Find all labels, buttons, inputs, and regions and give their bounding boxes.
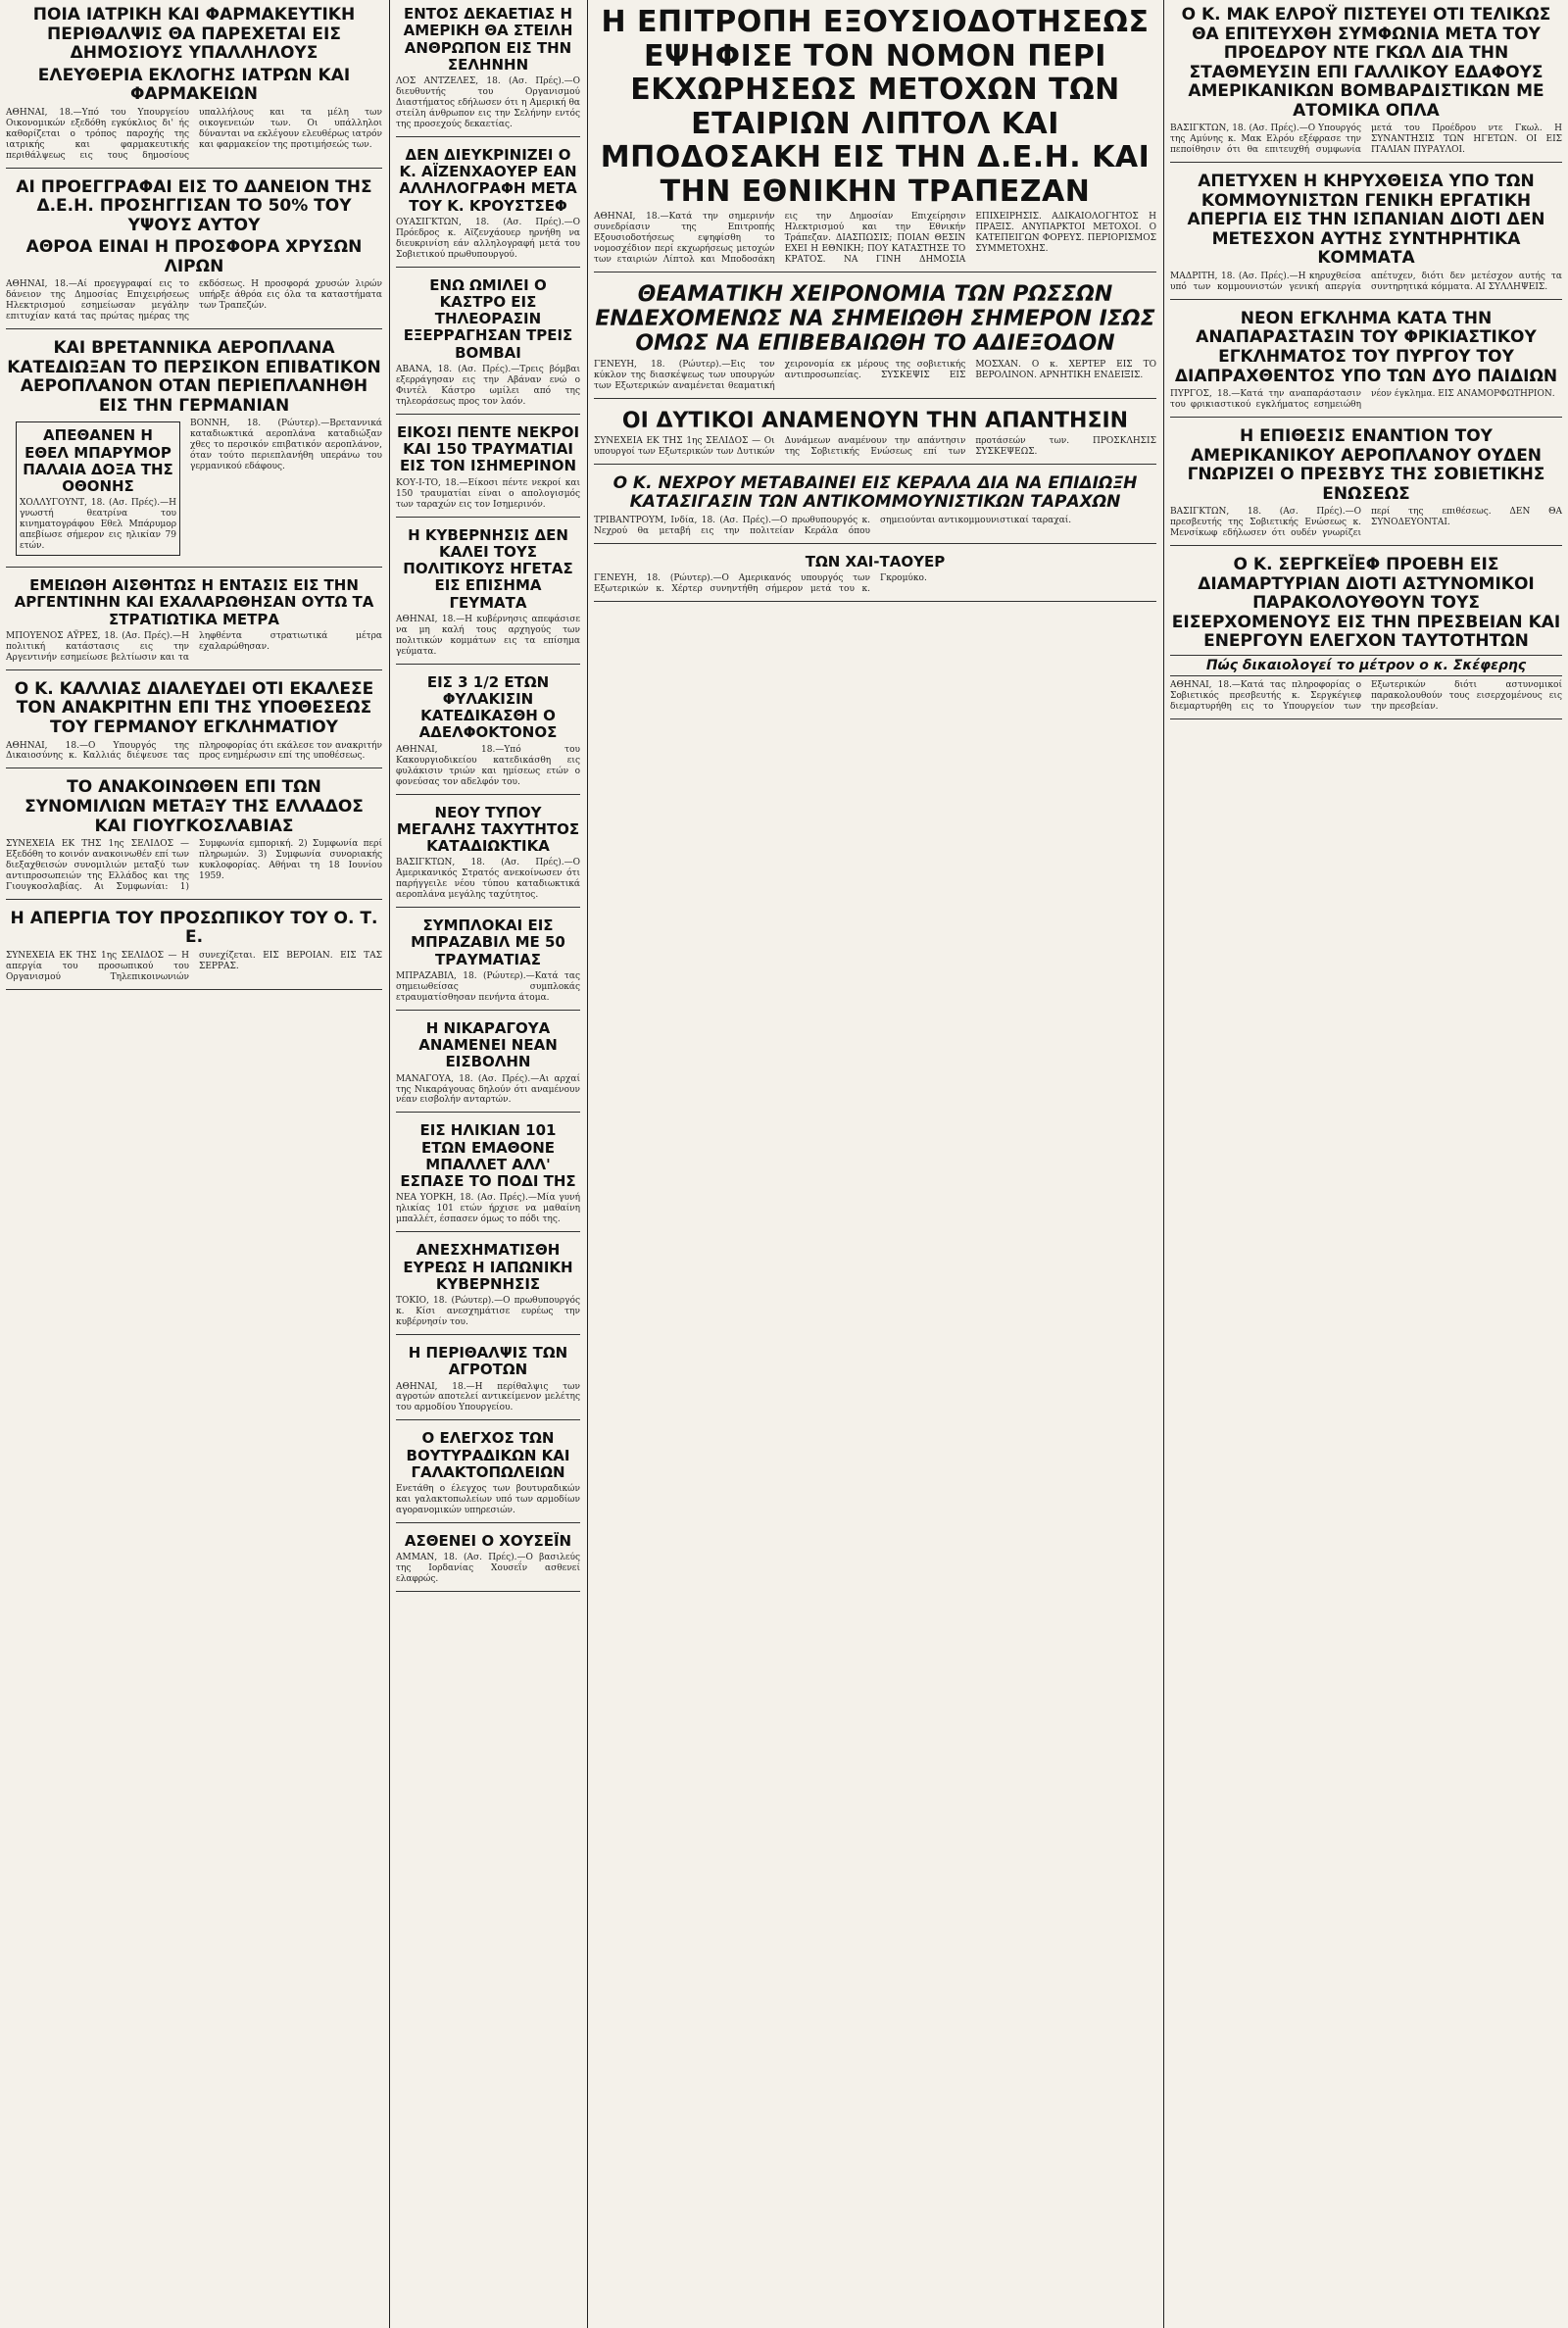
article-body: ΠΥΡΓΟΣ, 18.—Κατά την αναπαράστασιν του φρικιαστικού εγκλήματος εσημειώθη νέον έγκλημα. ΕΙΣ ΑΝΑΜΟΡΦΩΤΗΡΙΟΝ. <box>1170 389 1555 411</box>
headline: ΑΠΕΘΑΝΕΝ Η ΕΘΕΛ ΜΠΑΡΥΜΟΡ ΠΑΛΑΙΑ ΔΟΞΑ ΤΗΣ ΟΘΟΝΗΣ <box>23 426 173 496</box>
headline: ΕΜΕΙΩΘΗ ΑΙΣΘΗΤΩΣ Η ΕΝΤΑΣΙΣ ΕΙΣ ΤΗΝ ΑΡΓΕΝΤΙΝΗΝ ΚΑΙ ΕΧΑΛΑΡΩΘΗΣΑΝ ΟΥΤΩ ΤΑ ΣΤΡΑΤΙΩΤΙΚΑ ΜΕΤΡΑ <box>14 576 374 628</box>
article-body: ΑΘΗΝΑΙ, 18.—Υπό του Υπουργείου Οικονομικών εξεδόθη εγκύκλιος δι' ής καθορίζεται ο τρόπος παροχής της ιατρικής και φαρμακευτικής περιθάλψεως εις τους δημοσίους υπαλλήλους και τα μέλη των οικογενειών των. Οι υπάλληλοι δύνανται να εκλέγουν ελευθέρως ιατρόν και φαρμακείον της προτιμήσεώς των. <box>6 107 382 161</box>
headline: ΤΟ ΑΝΑΚΟΙΝΩΘΕΝ ΕΠΙ ΤΩΝ ΣΥΝΟΜΙΛΙΩΝ ΜΕΤΑΞΥ ΤΗΣ ΕΛΛΑΔΟΣ ΚΑΙ ΓΙΟΥΓΚΟΣΛΑΒΙΑΣ <box>24 777 364 836</box>
article-body: Ενετάθη ο έλεγχος των βουτυραδικών και γαλακτοπωλείων υπό των αρμοδίων αγορανομικών υπηρεσιών. <box>396 1484 580 1516</box>
column-2 <box>390 0 586 2328</box>
article-fratricide <box>396 674 580 795</box>
article-japan <box>396 1242 580 1335</box>
headline: ΕΙΣ ΗΛΙΚΙΑΝ 101 ΕΤΩΝ ΕΜΑΘΟΝΕ ΜΠΑΛΛΕΤ ΑΛΛ' ΕΣΠΑΣΕ ΤΟ ΠΟΔΙ ΤΗΣ <box>400 1121 576 1191</box>
article-dairy <box>396 1430 580 1523</box>
boxed-article-barrymore <box>16 421 180 556</box>
article-spain-strike <box>1170 173 1562 300</box>
article-body: ΣΥΝΕΧΕΙΑ ΕΚ ΤΗΣ 1ης ΣΕΛΙΔΟΣ — Εξεδόθη το κοινόν ανακοινωθέν επί των διεξαχθεισών συνομιλιών μεταξύ των αντιπροσωπειών της Ελλάδος και της Γιουγκοσλαβίας. Αι Συμφωνίαι: 1) Συμφωνία εμπορική. 2) Συμφωνία περί πληρωμών. 3) Συμφωνία συνοριακής κυκλοφορίας. Αθήναι τη 18 Ιουνίου 1959. <box>6 839 382 892</box>
article-body: ΒΑΣΙΓΚΤΩΝ, 18. (Ασ. Πρές).—Ο πρεσβευτής της Σοβιετικής Ενώσεως κ. Μενσίκωφ εδήλωσεν ότι ουδέν γνωρίζει περί της επιθέσεως. ΔΕΝ ΘΑ ΣΥΝΟΔΕΥΟΝΤΑΙ. <box>1170 507 1562 539</box>
headline: Ο Κ. ΚΑΛΛΙΑΣ ΔΙΑΛΕΥΔΕΙ ΟΤΙ ΕΚΑΛΕΣΕ ΤΟΝ ΑΝΑΚΡΙΤΗΝ ΕΠΙ ΤΗΣ ΥΠΟΘΕΣΕΩΣ ΤΟΥ ΓΕΡΜΑΝΟΥ ΕΓΚΛΗΜΑΤΙΟΥ <box>14 678 374 737</box>
headline: ΣΥΜΠΛΟΚΑΙ ΕΙΣ ΜΠΡΑΖΑΒΙΛ ΜΕ 50 ΤΡΑΥΜΑΤΙΑΣ <box>411 916 565 968</box>
article-body: ΑΘΗΝΑΙ, 18.—Αί προεγγραφαί εις το δάνειον της Δημοσίας Επιχειρήσεως Ηλεκτρισμού εσημείωσαν μεγάλην επιτυχίαν κατά τας πρώτας ημέρας της εκδόσεως. Η προσφορά χρυσών λιρών υπήρξε άθρόα εις όλα τα καταστήματα των Τραπεζών. <box>6 279 382 322</box>
headline: Η ΠΕΡΙΘΑΛΨΙΣ ΤΩΝ ΑΓΡΟΤΩΝ <box>408 1344 568 1379</box>
article-moon <box>396 6 580 137</box>
headline: ΕΝΩ ΩΜΙΛΕΙ Ο ΚΑΣΤΡΟ ΕΙΣ ΤΗΛΕΟΡΑΣΙΝ ΕΞΕΡΡΑΓΗΣΑΝ ΤΡΕΙΣ ΒΟΜΒΑΙ <box>403 275 573 362</box>
headline: Η ΕΠΙΤΡΟΠΗ ΕΞΟΥΣΙΟΔΟΤΗΣΕΩΣ ΕΨΗΦΙΣΕ ΤΟΝ ΝΟΜΟΝ ΠΕΡΙ ΕΚΧΩΡΗΣΕΩΣ ΜΕΤΟΧΩΝ ΤΩΝ ΕΤΑΙΡΙΩΝ ΛΙΠΤΟΛ ΚΑΙ ΜΠΟΔΟΣΑΚΗ ΕΙΣ ΤΗΝ Δ.Ε.Η. ΚΑΙ ΤΗΝ ΕΘΝΙΚΗΝ ΤΡΑΠΕΖΑΝ <box>600 5 1151 209</box>
article-westerners <box>594 409 1156 465</box>
article-nicaragua <box>396 1020 580 1114</box>
subheadline: ΕΛΕΥΘΕΡΙΑ ΕΚΛΟΓΗΣ ΙΑΤΡΩΝ ΚΑΙ ΦΑΡΜΑΚΕΙΩΝ <box>37 65 351 105</box>
article-ballet <box>396 1122 580 1232</box>
article-dei-loan <box>6 178 382 330</box>
headline: ΤΩΝ ΧΑΙ-ΤΑΟΥΕΡ <box>805 552 946 570</box>
article-nehru <box>594 474 1156 544</box>
headline: Ο Κ. ΝΕΧΡΟΥ ΜΕΤΑΒΑΙΝΕΙ ΕΙΣ ΚΕΡΑΛΑ ΔΙΑ ΝΑ ΕΠΙΔΙΩΞΗ ΚΑΤΑΣΙΓΑΣΙΝ ΤΩΝ ΑΝΤΙΚΟΜΜΟΥΝΙΣΤΙΚΩΝ ΤΑΡΑΧΩΝ <box>612 472 1138 513</box>
headline: ΘΕΑΜΑΤΙΚΗ ΧΕΙΡΟΝΟΜΙΑ ΤΩΝ ΡΩΣΣΩΝ ΕΝΔΕΧΟΜΕΝΩΣ ΝΑ ΣΗΜΕΙΩΘΗ ΣΗΜΕΡΟΝ ΙΣΩΣ ΟΜΩΣ ΝΑ ΕΠΙΒΕΒΑΙΩΘΗ ΤΟ ΑΔΙΕΞΟΔΟΝ <box>595 281 1155 357</box>
article-body: ΑΘΗΝΑΙ, 18.—Ο Υπουργός της Δικαιοσύνης κ. Καλλιάς διέψευσε τας πληροφορίας ότι εκάλεσε τον ανακριτήν προς ενημέρωσιν επί της υποθέσεως. <box>6 740 382 762</box>
subheadline: Πώς δικαιολογεί το μέτρον ο κ. Σκέφερης <box>1170 655 1562 676</box>
article-body: ΑΘΗΝΑΙ, 18.—Κατά τας πληροφορίας ο Σοβιετικός πρεσβευτής κ. Σεργκέγιεφ διεμαρτυρήθη εις το Υπουργείον των Εξωτερικών διότι αστυνομικοί παρακολουθούν τους εισερχομένους εις την πρεσβείαν. <box>1170 679 1562 712</box>
headline: ΝΕΟΥ ΤΥΠΟΥ ΜΕΓΑΛΗΣ ΤΑΧΥΤΗΤΟΣ ΚΑΤΑΔΙΩΚΤΙΚΑ <box>396 803 580 855</box>
article-body: ΒΟΝΝΗ, 18. (Ρώυτερ).—Βρεταννικά καταδιωκτικά αεροπλάνα καταδιώξαν χθες το περσικόν επιβατικόν αεροπλάνον, όταν τούτο περιεπλανήθη υπεράνω του γερμανικού εδάφους. <box>190 419 382 472</box>
subheadline: ΑΘΡΟΑ ΕΙΝΑΙ Η ΠΡΟΣΦΟΡΑ ΧΡΥΣΩΝ ΛΙΡΩΝ <box>25 237 363 276</box>
article-ote-strike <box>6 910 382 990</box>
article-russian-gesture <box>594 282 1156 399</box>
headline: Η ΕΠΙΘΕΣΙΣ ΕΝΑΝΤΙΟΝ ΤΟΥ ΑΜΕΡΙΚΑΝΙΚΟΥ ΑΕΡΟΠΛΑΝΟΥ ΟΥΔΕΝ ΓΝΩΡΙΖΕΙ Ο ΠΡΕΣΒΥΣ ΤΗΣ ΣΟΒΙΕΤΙΚΗΣ ΕΝΩΣΕΩΣ <box>1187 425 1545 504</box>
headline: ΚΑΙ ΒΡΕΤΑΝΝΙΚΑ ΑΕΡΟΠΛΑΝΑ ΚΑΤΕΔΙΩΞΑΝ ΤΟ ΠΕΡΣΙΚΟΝ ΕΠΙΒΑΤΙΚΟΝ ΑΕΡΟΠΛΑΝΟΝ ΟΤΑΝ ΠΕΡΙΕΠΛΑΝΗΘΗ ΕΙΣ ΤΗΝ ΓΕΡΜΑΝΙΑΝ <box>7 338 381 416</box>
article-body: ΑΘΗΝΑΙ, 18.—Η περίθαλψις των αγροτών αποτελεί αντικείμενον μελέτης του αρμοδίου Υπουργείου. <box>396 1381 580 1413</box>
article-body: ΜΠΟΥΕΝΟΣ ΑΫΡΕΣ, 18. (Ασ. Πρές).—Η πολιτική κατάστασις εις την Αργεντινήν εσημείωσε βελτίωσιν και τα ληφθέντα στρατιωτικά μέτρα εχαλαρώθησαν. <box>6 630 382 663</box>
column-3 <box>588 0 1162 2328</box>
headline: ΑΙ ΠΡΟΕΓΓΡΑΦΑΙ ΕΙΣ ΤΟ ΔΑΝΕΙΟΝ ΤΗΣ Δ.Ε.Η. ΠΡΟΣΗΓΓΙΣΑΝ ΤΟ 50% ΤΟΥ ΥΨΟΥΣ ΑΥΤΟΥ <box>16 176 372 235</box>
headline: Η ΑΠΕΡΓΙΑ ΤΟΥ ΠΡΟΣΩΠΙΚΟΥ ΤΟΥ Ο. Τ. Ε. <box>10 908 378 948</box>
headline: ΟΙ ΔΥΤΙΚΟΙ ΑΝΑΜΕΝΟΥΝ ΤΗΝ ΑΠΑΝΤΗΣΙΝ <box>621 408 1129 433</box>
article-body: ΛΟΣ ΑΝΤΖΕΛΕΣ, 18. (Ασ. Πρές).—Ο διευθυντής του Οργανισμού Διαστήματος εδήλωσεν ότι η Αμερική θα στείλη άνθρωπον εις την Σελήνην εντός της προσεχούς δεκαετίας. <box>396 76 580 129</box>
article-body: ΑΒΑΝΑ, 18. (Ασ. Πρές).—Τρεις βόμβαι εξερράγησαν εις την Αβάναν ενώ ο Φιντέλ Κάστρο ωμίλει από της τηλεοράσεως προς τον λαόν. <box>396 364 580 407</box>
article-farmers <box>396 1345 580 1420</box>
headline: Ο Κ. ΣΕΡΓΚΕΪΕΦ ΠΡΟΕΒΗ ΕΙΣ ΔΙΑΜΑΡΤΥΡΙΑΝ ΔΙΟΤΙ ΑΣΤΥΝΟΜΙΚΟΙ ΠΑΡΑΚΟΛΟΥΘΟΥΝ ΤΟΥΣ ΕΙΣΕΡΧΟΜΕΝΟΥΣ ΕΙΣ ΤΗΝ ΠΡΕΣΒΕΙΑΝ ΚΑΙ ΕΝΕΡΓΟΥΝ ΕΛΕΓΧΟΝ ΤΑΥΤΟΤΗΤΩΝ <box>1171 555 1561 652</box>
article-mcelroy <box>1170 6 1562 163</box>
article-brazzaville <box>396 917 580 1011</box>
headline: ΑΠΕΤΥΧΕΝ Η ΚΗΡΥΧΘΕΙΣΑ ΥΠΟ ΤΩΝ ΚΟΜΜΟΥΝΙΣΤΩΝ ΓΕΝΙΚΗ ΕΡΓΑΤΙΚΗ ΑΠΕΡΓΙΑ ΕΙΣ ΤΗΝ ΙΣΠΑΝΙΑΝ ΔΙΟΤΙ ΔΕΝ ΜΕΤΕΣΧΟΝ ΑΥΤΗΣ ΣΥΝΤΗΡΗΤΙΚΑ ΚΟΜΜΑΤΑ <box>1187 172 1545 269</box>
article-eisenhower <box>396 147 580 268</box>
article-body: ΟΥΑΣΙΓΚΤΩΝ, 18. (Ασ. Πρές).—Ο Πρόεδρος κ. Αϊζενχάουερ ηρνήθη να διευκρινίση εάν αλληλογραφή μετά του Σοβιετικού πρωθυπουργού. <box>396 217 580 260</box>
article-body: ΜΠΡΑΖΑΒΙΛ, 18. (Ρώυτερ).—Κατά τας σημειωθείσας συμπλοκάς ετραυματίσθησαν πενήντα άτομα. <box>396 970 580 1003</box>
article-body: ΝΕΑ ΥΟΡΚΗ, 18. (Ασ. Πρές).—Μία γυνή ηλικίας 101 ετών ήρχισε να μαθαίνη μπαλλέτ, έσπασεν όμως το πόδι της. <box>396 1193 580 1225</box>
article-body: ΣΥΝΕΧΕΙΑ ΕΚ ΤΗΣ 1ης ΣΕΛΙΔΟΣ — Οι υπουργοί των Εξωτερικών των Δυτικών Δυνάμεων αναμένουν την απάντησιν της Σοβιετικής Ενώσεως επί των προτάσεών των. ΠΡΟΣΚΛΗΣΙΣ ΣΥΣΚΕΨΕΩΣ. <box>594 435 1156 457</box>
article-liptol <box>594 6 1156 272</box>
headline: ΕΙΣ 3 1/2 ΕΤΩΝ ΦΥΛΑΚΙΣΙΝ ΚΑΤΕΔΙΚΑΣΘΗ Ο ΑΔΕΛΦΟΚΤΟΝΟΣ <box>418 672 558 742</box>
article-body: ΤΡΙΒΑΝΤΡΟΥΜ, Ινδία, 18. (Ασ. Πρές).—Ο πρωθυπουργός κ. Νεχρού θα μεταβή εις την πολιτείαν Κεράλα όπου σημειούνται αντικομμουνιστικαί ταραχαί. <box>594 515 1072 536</box>
headline: ΑΝΕΣΧΗΜΑΤΙΣΘΗ ΕΥΡΕΩΣ Η ΙΑΠΩΝΙΚΗ ΚΥΒΕΡΝΗΣΙΣ <box>403 1241 573 1293</box>
article-body: ΜΑΔΡΙΤΗ, 18. (Ασ. Πρές).—Η κηρυχθείσα υπό των κομμουνιστών γενική απεργία απέτυχεν, διότι δεν μετέσχον αυτής τα συντηρητικά κόμματα. ΑΙ ΣΥΛΛΗΨΕΙΣ. <box>1170 271 1562 292</box>
article-government-dinners <box>396 527 580 665</box>
article-body: ΜΑΝΑΓΟΥΑ, 18. (Ασ. Πρές).—Αι αρχαί της Νικαράγουας δηλούν ότι αναμένουν νέαν εισβολήν ανταρτών. <box>396 1073 580 1106</box>
headline: ΑΣΘΕΝΕΙ Ο ΧΟΥΣΕΪΝ <box>404 1532 572 1551</box>
headline: Ο Κ. ΜΑΚ ΕΛΡΟΫ ΠΙΣΤΕΥΕΙ ΟΤΙ ΤΕΛΙΚΩΣ ΘΑ ΕΠΙΤΕΥΧΘΗ ΣΥΜΦΩΝΙΑ ΜΕΤΑ ΤΟΥ ΠΡΟΕΔΡΟΥ ΝΤΕ ΓΚΩΛ ΔΙΑ ΤΗΝ ΣΤΑΘΜΕΥΣΙΝ ΕΠΙ ΓΑΛΛΙΚΟΥ ΕΔΑΦΟΥΣ ΑΜΕΡΙΚΑΝΙΚΩΝ ΒΟΜΒΑΡΔΙΣΤΙΚΩΝ ΜΕ ΑΤΟΜΙΚΑ ΟΠΛΑ <box>1181 5 1551 121</box>
article-fighters <box>396 805 580 909</box>
article-kallias <box>6 680 382 769</box>
headline: ΕΙΚΟΣΙ ΠΕΝΤΕ ΝΕΚΡΟΙ ΚΑΙ 150 ΤΡΑΥΜΑΤΙΑΙ ΕΙΣ ΤΟΝ ΙΣΗΜΕΡΙΝΟΝ <box>396 422 580 475</box>
headline: Η ΝΙΚΑΡΑΓΟΥΑ ΑΝΑΜΕΝΕΙ ΝΕΑΝ ΕΙΣΒΟΛΗΝ <box>418 1018 558 1071</box>
article-greece-yugoslavia <box>6 778 382 899</box>
column-1 <box>0 0 388 2328</box>
headline: ΝΕΟΝ ΕΓΚΛΗΜΑ ΚΑΤΑ ΤΗΝ ΑΝΑΠΑΡΑΣΤΑΣΙΝ ΤΟΥ ΦΡΙΚΙΑΣΤΙΚΟΥ ΕΓΚΛΗΜΑΤΟΣ ΤΟΥ ΠΥΡΓΟΥ ΤΟΥ ΔΙΑΠΡΑΧΘΕΝΤΟΣ ΥΠΟ ΤΩΝ ΔΥΟ ΠΑΙΔΙΩΝ <box>1174 308 1558 386</box>
article-pyrgos <box>1170 310 1562 418</box>
headline: Ο ΕΛΕΓΧΟΣ ΤΩΝ ΒΟΥΤΥΡΑΔΙΚΩΝ ΚΑΙ ΓΑΛΑΚΤΟΠΩΛΕΙΩΝ <box>406 1429 570 1481</box>
article-body: ΓΕΝΕΥΗ, 18. (Ρώυτερ).—Ο Αμερικανός υπουργός των Εξωτερικών κ. Χέρτερ συνηντήθη σήμερον μετά του κ. Γκρομύκο. <box>594 573 927 595</box>
article-herter <box>594 554 1156 602</box>
headline: ΔΕΝ ΔΙΕΥΚΡΙΝΙΖΕΙ Ο Κ. ΑΪΖΕΝΧΑΟΥΕΡ ΕΑΝ ΑΛΛΗΛΟΓΡΑΦΗ ΜΕΤΑ ΤΟΥ Κ. ΚΡΟΥΣΤΣΕΦ <box>399 145 577 215</box>
article-body: ΣΥΝΕΧΕΙΑ ΕΚ ΤΗΣ 1ης ΣΕΛΙΔΟΣ — Η απεργία του προσωπικού του Οργανισμού Τηλεπικοινωνιών συνεχίζεται. ΕΙΣ ΒΕΡΟΙΑΝ. ΕΙΣ ΤΑΣ ΣΕΡΡΑΣ. <box>6 951 382 982</box>
headline: Η ΚΥΒΕΡΝΗΣΙΣ ΔΕΝ ΚΑΛΕΙ ΤΟΥΣ ΠΟΛΙΤΙΚΟΥΣ ΗΓΕΤΑΣ ΕΙΣ ΕΠΙΣΗΜΑ ΓΕΥΜΑΤΑ <box>403 525 573 612</box>
headline: ΠΟΙΑ ΙΑΤΡΙΚΗ ΚΑΙ ΦΑΡΜΑΚΕΥΤΙΚΗ ΠΕΡΙΘΑΛΨΙΣ ΘΑ ΠΑΡΕΧΕΤΑΙ ΕΙΣ ΔΗΜΟΣΙΟΥΣ ΥΠΑΛΛΗΛΟΥΣ <box>32 5 356 64</box>
article-persian-plane <box>6 339 382 568</box>
column-4 <box>1164 0 1568 2328</box>
article-medical-care <box>6 6 382 169</box>
article-body: ΑΘΗΝΑΙ, 18.—Υπό του Κακουργιοδικείου κατεδικάσθη εις φυλάκισιν τριών και ημίσεως ετών ο φονεύσας τον αδελφόν του. <box>396 744 580 787</box>
article-sergeyev <box>1170 556 1562 719</box>
article-body: ΑΘΗΝΑΙ, 18.—Η κυβέρνησις απεφάσισε να μη καλή τους αρχηγούς των πολιτικών κομμάτων εις τα επίσημα γεύματα. <box>396 614 580 657</box>
article-body: ΑΘΗΝΑΙ, 18.—Κατά την σημερινήν συνεδρίασιν της Επιτροπής Εξουσιοδοτήσεως εψηφίσθη το νομοσχέδιον περί εκχωρήσεως μετοχών των εταιριών Λίπτολ και Μποδοσάκη εις την Δημοσίαν Επιχείρησιν Ηλεκτρισμού και την Εθνικήν Τράπεζαν. ΔΙΑΣΠΩΣΙΣ; ΠΟΙΑΝ ΘΕΣΙΝ ΕΧΕΙ Η ΕΘΝΙΚΗ; ΠΟΥ ΚΑΤΑΣΤΗΣΕ ΤΟ ΚΡΑΤΟΣ. ΝΑ ΓΙΝΗ ΔΗΜΟΣΙΑ ΕΠΙΧΕΙΡΗΣΙΣ. ΑΔΙΚΑΙΟΛΟΓΗΤΟΣ Η ΠΡΑΞΙΣ. ΑΝΥΠΑΡΚΤΟΙ ΜΕΤΟΧΟΙ. Ο ΚΑΤΕΠΕΙΓΩΝ ΦΟΡΕΥΣ. ΠΕΡΙΟΡΙΣΜΟΣ ΣΥΜΜΕΤΟΧΗΣ. <box>594 212 1156 265</box>
article-body: ΚΟΥ-Ι-ΤΟ, 18.—Είκοσι πέντε νεκροί και 150 τραυματίαι είναι ο απολογισμός των ταραχών εις τον Ισημερινόν. <box>396 477 580 510</box>
article-ecuador <box>396 424 580 518</box>
article-hussein <box>396 1533 580 1592</box>
article-body: ΧΟΛΛΥΓΟΥΝΤ, 18. (Ασ. Πρές).—Η γνωστή θεατρίνα του κινηματογράφου Εθελ Μπάρυμορ απεβίωσε σήμερον εις ηλικίαν 79 ετών. <box>20 498 176 552</box>
article-body: ΒΑΣΙΓΚΤΩΝ, 18. (Ασ. Πρές).—Ο Υπουργός της Αμύνης κ. Μακ Ελρόυ εξέφρασε την πεποίθησιν ότι θα επιτευχθή συμφωνία μετά του Προέδρου ντε Γκωλ. Η ΣΥΝΑΝΤΗΣΙΣ ΤΩΝ ΗΓΕΤΩΝ. ΟΙ ΕΙΣ ΙΤΑΛΙΑΝ ΠΥΡΑΥΛΟΙ. <box>1170 124 1562 156</box>
article-body: ΤΟΚΙΟ, 18. (Ρώυτερ).—Ο πρωθυπουργός κ. Κίσι ανεσχημάτισε ευρέως την κυβέρνησίν του. <box>396 1296 580 1328</box>
article-body: ΓΕΝΕΥΗ, 18. (Ρώυτερ).—Εις τον κύκλον της διασκέψεως των υπουργών των Εξωτερικών αναμένεται θεαματική χειρονομία εκ μέρους της σοβιετικής αντιπροσωπείας. ΣΥΣΚΕΨΙΣ ΕΙΣ ΜΟΣΧΑΝ. Ο κ. ΧΕΡΤΕΡ ΕΙΣ ΤΟ ΒΕΡΟΛΙΝΟΝ. ΑΡΝΗΤΙΚΗ ΕΝΔΕΙΞΙΣ. <box>594 359 1156 391</box>
headline: ΕΝΤΟΣ ΔΕΚΑΕΤΙΑΣ Η ΑΜΕΡΙΚΗ ΘΑ ΣΤΕΙΛΗ ΑΝΘΡΩΠΟΝ ΕΙΣ ΤΗΝ ΣΕΛΗΝΗΝ <box>403 5 573 74</box>
article-body: ΒΑΣΙΓΚΤΩΝ, 18. (Ασ. Πρές).—Ο Αμερικανικός Στρατός ανεκοίνωσεν ότι παρήγγειλε νέου τύπου καταδιωκτικά αεροπλάνα μεγάλης ταχύτητος. <box>396 858 580 901</box>
article-argentina <box>6 577 382 670</box>
article-castro <box>396 277 580 415</box>
article-body: ΑΜΜΑΝ, 18. (Ασ. Πρές).—Ο βασιλεύς της Ιορδανίας Χουσεΐν ασθενεί ελαφρώς. <box>396 1553 580 1585</box>
article-plane-attack <box>1170 427 1562 546</box>
